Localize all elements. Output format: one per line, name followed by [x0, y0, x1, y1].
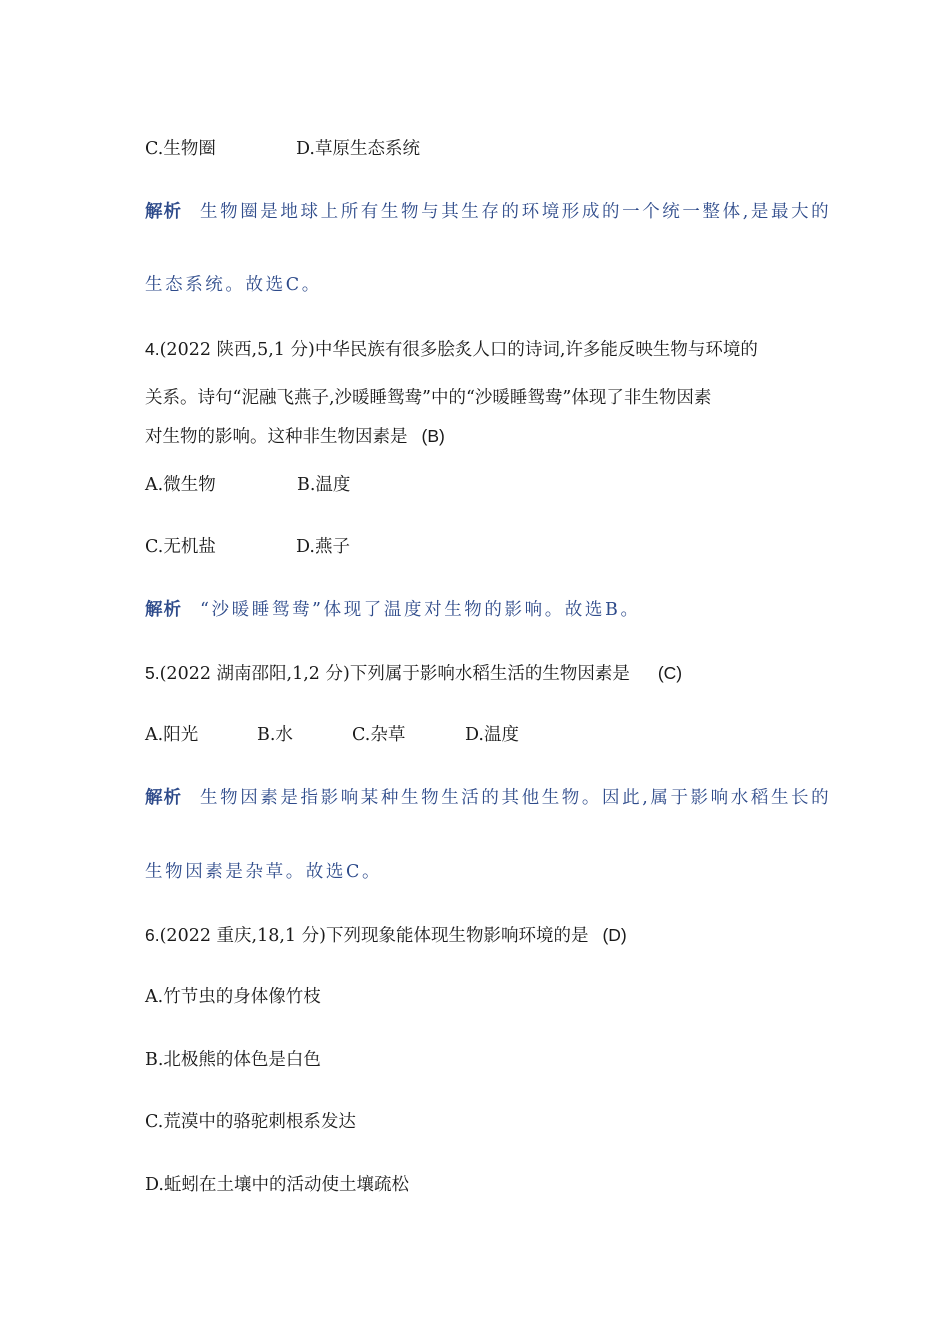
- analysis-text: 生物因素是杂草。故选C。: [145, 862, 383, 882]
- question-text: 对生物的影响。这种非生物因素是: [145, 427, 408, 447]
- answer: (D): [602, 925, 627, 945]
- q3-option-c: C.生物圈: [145, 139, 216, 159]
- analysis-label: 解析: [145, 600, 182, 620]
- question-text: 下列属于影响水稻生活的生物因素是: [349, 664, 630, 684]
- question-source: (2022 陕西,5,1 分): [159, 340, 315, 360]
- q4-option-d: D.燕子: [296, 537, 350, 557]
- answer: (C): [657, 663, 683, 683]
- q4-stem-line1: [145, 337, 758, 362]
- question-number: 6.: [145, 925, 160, 945]
- q6-option-c: C.荒漠中的骆驼刺根系发达: [145, 1112, 356, 1132]
- q5-stem: [145, 661, 682, 686]
- q5-option-c: C.杂草: [352, 725, 406, 745]
- q4-option-b: B.温度: [297, 475, 351, 495]
- answer: (B): [421, 426, 445, 446]
- q5-option-a: A.阳光: [145, 725, 199, 745]
- q5-analysis: [145, 786, 831, 810]
- q4-stem-line2: 关系。诗句“泥融飞燕子,沙暖睡鸳鸯”中的“沙暖睡鸳鸯”体现了非生物因素: [145, 388, 712, 408]
- analysis-label: 解析: [145, 202, 182, 222]
- q6-option-d: D.蚯蚓在土壤中的活动使土壤疏松: [145, 1175, 409, 1195]
- q6-option-b: B.北极熊的体色是白色: [145, 1050, 321, 1070]
- q6-stem: [145, 923, 627, 948]
- question-source: (2022 湖南邵阳,1,2 分): [159, 664, 350, 684]
- q3-analysis: [145, 200, 831, 224]
- question-text: 下列现象能体现生物影响环境的是: [325, 926, 589, 946]
- analysis-text: 生物圈是地球上所有生物与其生存的环境形成的一个统一整体,是最大的: [200, 202, 832, 222]
- q5-option-b: B.水: [257, 725, 293, 745]
- analysis-text: 生物因素是指影响某种生物生活的其他生物。因此,属于影响水稻生长的: [200, 788, 832, 808]
- q3-analysis-continued: [145, 273, 322, 297]
- q4-option-a: A.微生物: [145, 475, 216, 495]
- q4-analysis: [145, 598, 641, 622]
- q5-analysis-continued: [145, 860, 382, 884]
- q5-option-d: D.温度: [465, 725, 519, 745]
- q4-option-c: C.无机盐: [145, 537, 216, 557]
- question-text: 中华民族有很多脍炙人口的诗词,许多能反映生物与环境的: [314, 340, 758, 360]
- analysis-text: 生态系统。故选C。: [145, 275, 322, 295]
- question-number: 4.: [145, 339, 160, 359]
- question-source: (2022 重庆,18,1 分): [159, 926, 326, 946]
- analysis-text: “沙暖睡鸳鸯”体现了温度对生物的影响。故选B。: [200, 600, 641, 620]
- analysis-label: 解析: [145, 788, 182, 808]
- q4-stem-line3: [145, 424, 445, 449]
- q3-option-d: D.草原生态系统: [296, 139, 420, 159]
- q6-option-a: A.竹节虫的身体像竹枝: [145, 987, 321, 1007]
- question-number: 5.: [145, 663, 160, 683]
